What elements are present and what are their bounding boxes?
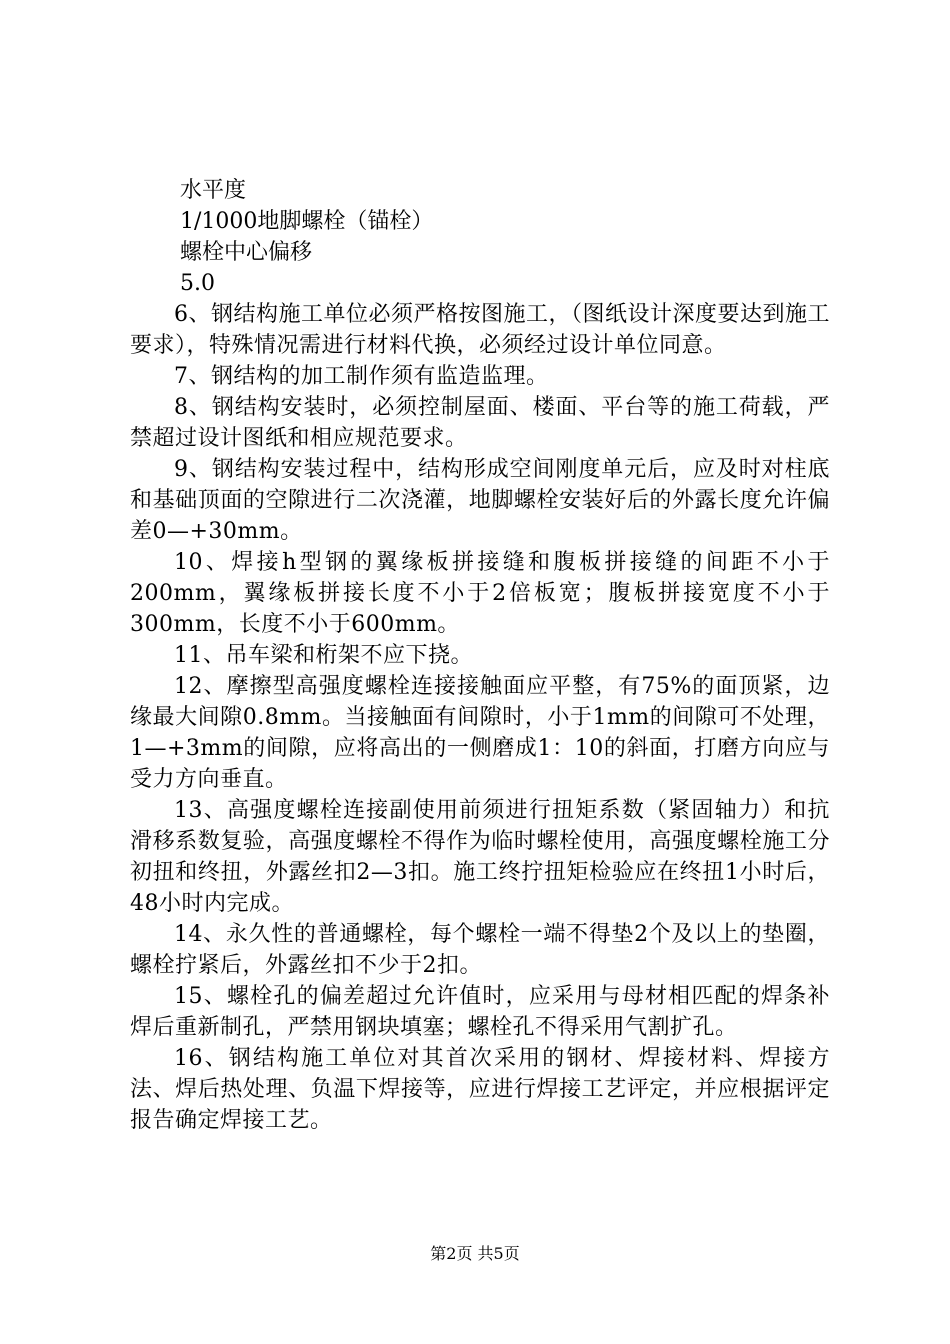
table-fragment-line: 1/1000地脚螺栓（锚栓） bbox=[180, 209, 434, 234]
paragraph-10: 10、焊接h型钢的翼缘板拼接缝和腹板拼接缝的间距不小于200mm，翼缘板拼接长度不小于2倍板宽；腹板拼接宽度不小于300mm，长度不小于600mm。 bbox=[130, 550, 830, 637]
table-fragment-line: 螺栓中心偏移 bbox=[180, 240, 313, 265]
paragraph-14: 14、永久性的普通螺栓，每个螺栓一端不得垫2个及以上的垫圈，螺栓拧紧后，外露丝扣不少于2扣。 bbox=[130, 922, 830, 978]
page-footer: 第2页 共5页 bbox=[430, 1244, 520, 1263]
paragraph-13: 13、高强度螺栓连接副使用前须进行扭矩系数（紧固轴力）和抗滑移系数复验，高强度螺栓不得作为临时螺栓使用，高强度螺栓施工分初扭和终扭，外露丝扣2—3扣。施工终拧扭矩检验应在终扭1小时后，48小时内完成。 bbox=[130, 798, 830, 916]
paragraph-8: 8、钢结构安装时，必须控制屋面、楼面、平台等的施工荷载，严禁超过设计图纸和相应规范要求。 bbox=[130, 395, 830, 451]
paragraph-15: 15、螺栓孔的偏差超过允许值时，应采用与母材相匹配的焊条补焊后重新制孔，严禁用钢块填塞；螺栓孔不得采用气割扩孔。 bbox=[130, 984, 830, 1040]
table-fragment-line: 5.0 bbox=[180, 271, 215, 296]
paragraph-7: 7、钢结构的加工制作须有监造监理。 bbox=[174, 364, 549, 389]
paragraph-12: 12、摩擦型高强度螺栓连接接触面应平整，有75%的面顶紧，边缘最大间隙0.8mm。当接触面有间隙时，小于1mm的间隙可不处理，1—+3mm的间隙，应将高出的一侧磨成1：10的斜面，打磨方向应与受力方向垂直。 bbox=[130, 674, 830, 792]
paragraph-11: 11、吊车梁和桁架不应下挠。 bbox=[174, 643, 473, 668]
paragraph-9: 9、钢结构安装过程中，结构形成空间刚度单元后，应及时对柱底和基础顶面的空隙进行二次浇灌，地脚螺栓安装好后的外露长度允许偏差0—+30mm。 bbox=[130, 457, 830, 544]
document-body bbox=[130, 175, 830, 1136]
table-fragment-line: 水平度 bbox=[180, 178, 247, 203]
paragraph-16: 16、钢结构施工单位对其首次采用的钢材、焊接材料、焊接方法、焊后热处理、负温下焊接等，应进行焊接工艺评定，并应根据评定报告确定焊接工艺。 bbox=[130, 1046, 830, 1133]
paragraph-6: 6、钢结构施工单位必须严格按图施工，（图纸设计深度要达到施工要求），特殊情况需进行材料代换，必须经过设计单位同意。 bbox=[130, 302, 830, 358]
